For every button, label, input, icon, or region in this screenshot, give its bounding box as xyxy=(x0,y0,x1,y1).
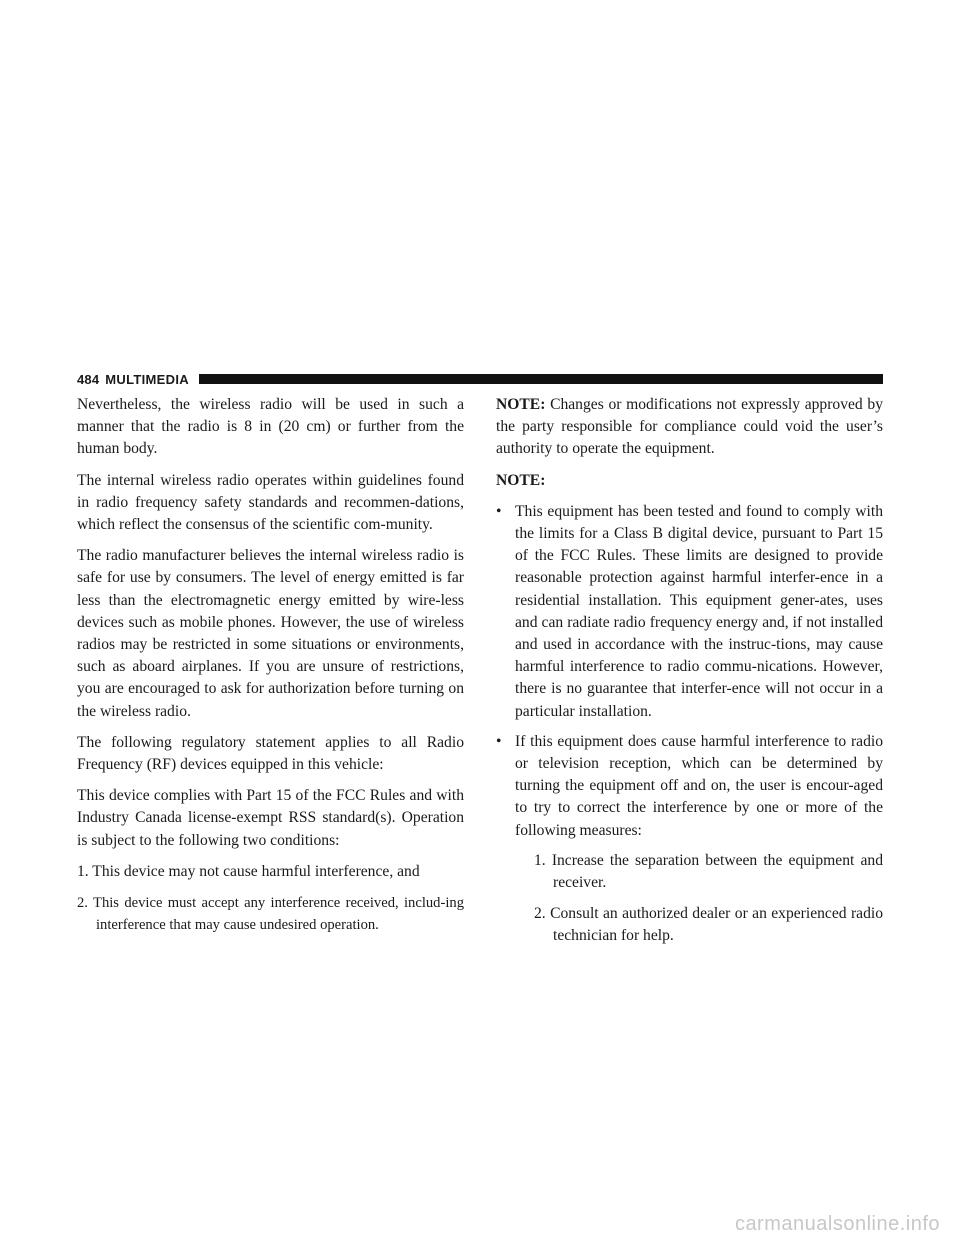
section-title: MULTIMEDIA xyxy=(105,371,189,387)
measures-list xyxy=(515,850,883,948)
page-number: 484 xyxy=(77,371,100,387)
note-label: NOTE: xyxy=(496,471,546,489)
header-rule xyxy=(199,374,883,384)
paragraph-manufacturer-statement: The radio manufacturer believes the internal wireless radio is safe for use by consumers. The level of energy emitted is far less than the electromagnetic energy emitted by wire-less devices such as mobile phones. However, the use of wireless radios may be restricted in some situations or environments, such as aboard airplanes. If you are unsure of restrictions, you are encouraged to ask for authorization before turning on the wireless radio. xyxy=(77,547,464,720)
condition-item: 2. This device must accept any interference received, includ-ing interference that may cause undesired operation. xyxy=(77,895,464,934)
paragraph-fcc-compliance: This device complies with Part 15 of the FCC Rules and with Industry Canada license-exempt RSS standard(s). Operation is subject to the following two conditions: xyxy=(77,787,464,849)
paragraph-body-distance: Nevertheless, the wireless radio will be used in such a manner that the radio is 8 in (20 cm) or further from the human body. xyxy=(77,396,464,458)
note-modifications xyxy=(496,394,883,461)
bullet-text: If this equipment does cause harmful interference to radio or television reception, which can be determined by turning the equipment off and on, the user is encour-aged to try to correct the interference by one or more of the following measures: xyxy=(515,732,883,839)
right-column xyxy=(496,394,883,957)
measure-item: 2. Consult an authorized dealer or an experienced radio technician for help. xyxy=(534,905,883,945)
watermark-text: carmanualsonline.info xyxy=(734,1213,940,1235)
measure-item: 1. Increase the separation between the equipment and receiver. xyxy=(534,851,883,892)
page-header xyxy=(77,370,883,388)
bullet-icon: • xyxy=(496,502,502,520)
bullet-item xyxy=(496,501,883,723)
paragraph-regulatory-intro: The following regulatory statement applies to all Radio Frequency (RF) devices equipped in this vehicle: xyxy=(77,733,464,774)
note-text: Changes or modifications not expressly approved by the party responsible for compliance could void the user’s authority to operate the equipment. xyxy=(496,396,883,458)
note-label: NOTE: xyxy=(496,396,546,413)
left-column xyxy=(77,394,464,945)
paragraph-safety-guidelines: The internal wireless radio operates within guidelines found in radio frequency safety standards and recommen-dations, which reflect the consensus of the scientific com-munity. xyxy=(77,471,464,534)
condition-item: 1. This device may not cause harmful interference, and xyxy=(77,862,420,880)
bullet-item xyxy=(496,731,883,948)
bullet-icon: • xyxy=(496,732,502,750)
bullet-text: This equipment has been tested and found to comply with the limits for a Class B digital device, pursuant to Part 15 of the FCC Rules. These limits are designed to provide reasonable protection against harmful interfer-ence in a residential installation. This equipment gener-ates, uses and can radiate radio frequency energy and, if not installed and used in accordance with the instruc-tions, may cause harmful interference to radio commu-nications. However, there is no guarantee that interfer-ence will not occur in a particular installation. xyxy=(515,502,883,720)
